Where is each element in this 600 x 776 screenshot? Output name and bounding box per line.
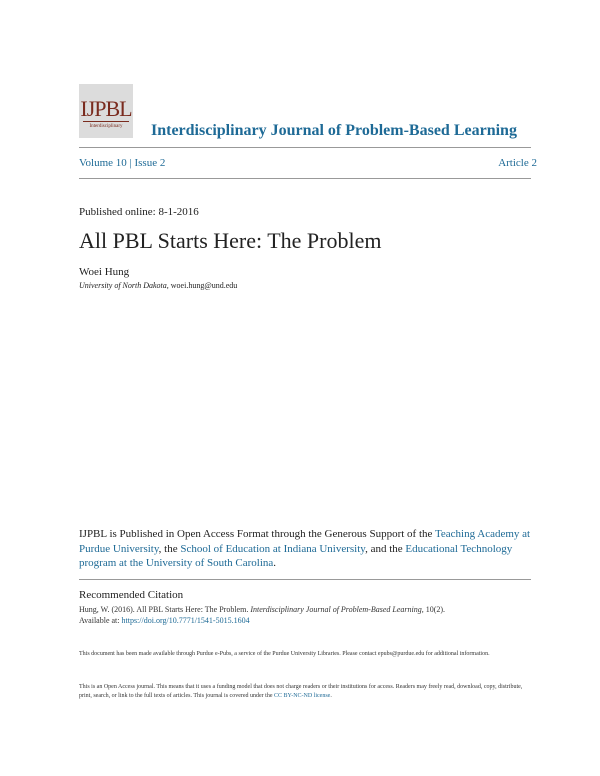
open-access-end: . [330,693,332,699]
journal-logo [79,84,133,138]
logo-text: IJPBL [80,96,132,121]
teaching-academy-link[interactable]: Teaching Academy at Purdue University [79,528,531,555]
citation-pre: Hung, W. (2016). All PBL Starts Here: The Problem. [79,605,251,614]
support-statement [79,527,534,571]
header-rule-top [79,147,531,148]
published-date: Published online: 8-1-2016 [79,206,199,218]
logo-rule [83,121,129,122]
article-title: All PBL Starts Here: The Problem [79,228,382,253]
support-text-4: . [273,557,277,569]
author-affiliation [79,281,237,290]
open-access-note [79,683,531,701]
educational-technology-link[interactable]: Educational Technology program at the University of South Carolina [79,542,513,569]
support-text-1: IJPBL is Published in Open Access Format through the Generous Support of the [79,528,435,540]
citation-journal: Interdisciplinary Journal of Problem-Based Learning [250,605,422,614]
epubs-note: This document has been made available through Purdue e-Pubs, a service of the Purdue University Libraries. Please contact epubs@purdue.edu for additional information. [79,651,490,657]
volume-link[interactable]: Volume 10 [79,157,127,169]
license-link[interactable]: CC BY-NC-ND license [274,693,331,699]
issue-separator: | [129,157,132,169]
school-of-education-link[interactable]: School of Education at Indiana University [180,542,366,555]
support-text-2: , the [158,542,181,555]
logo-subtext: Interdisciplinary [89,124,123,129]
citation-rule [79,579,531,580]
header-rule-bottom [79,178,531,179]
citation-post: , 10(2). [421,605,446,614]
doi-link[interactable]: https://doi.org/10.7771/1541-5015.1604 [121,616,250,625]
open-access-text: This is an Open Access journal. This means that it uses a funding model that does not charge readers or their institutions for access. Readers may freely read, download, copy, distribute, print, search, or link to the full texts of articles. This journal is covered under the [79,684,523,699]
author-email: woei.hung@und.edu [170,281,238,290]
issue-link[interactable]: Issue 2 [134,157,166,169]
article-number-link[interactable]: Article 2 [498,157,537,169]
volume-issue [79,157,165,169]
journal-title[interactable]: Interdisciplinary Journal of Problem-Based Learning [151,122,517,139]
support-text-3: , and the [365,542,406,555]
recommended-citation-heading: Recommended Citation [79,589,184,601]
citation-text [79,604,445,626]
affiliation-institution: University of North Dakota, [79,281,169,290]
author-name: Woei Hung [79,266,130,278]
available-at-label: Available at: [79,616,122,625]
